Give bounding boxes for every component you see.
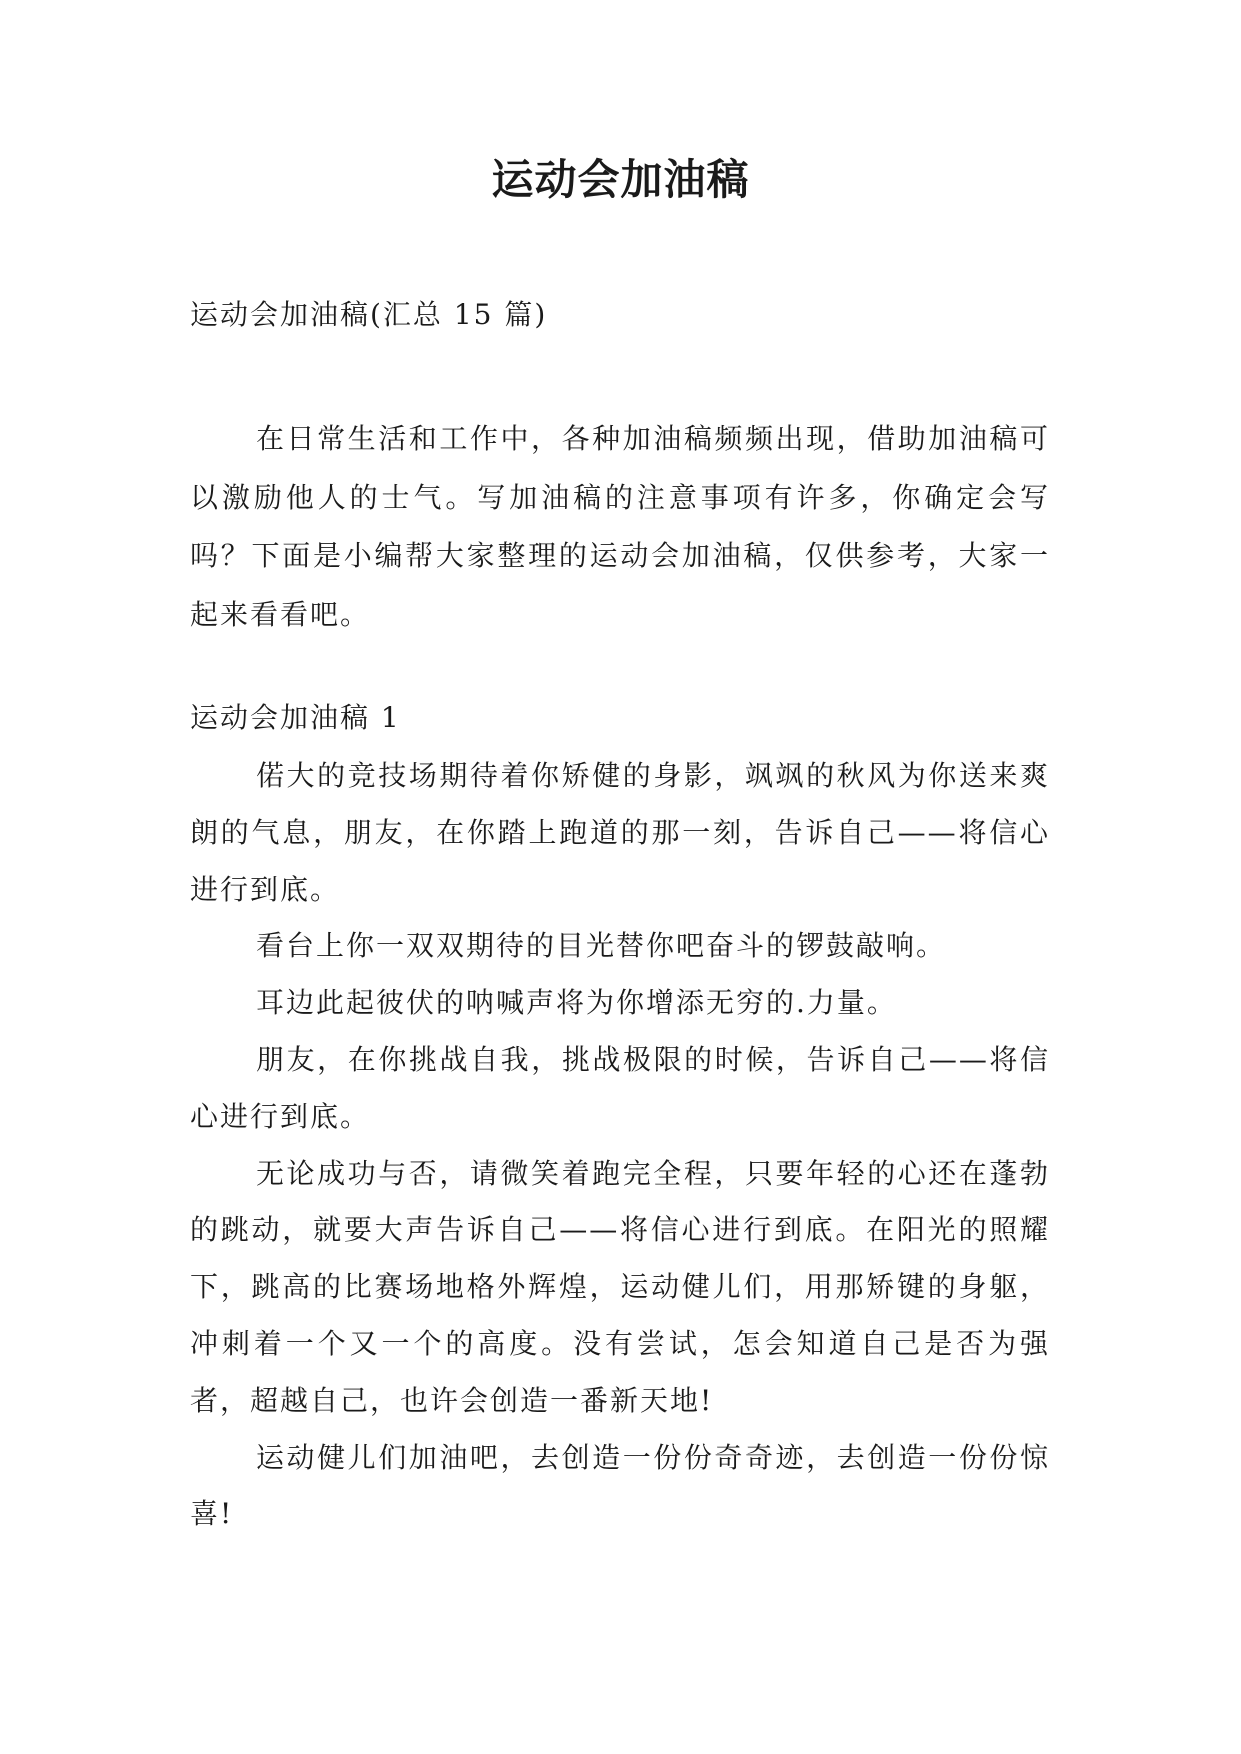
- body-paragraph: 朋友，在你挑战自我，挑战极限的时候，告诉自己——将信心进行到底。: [190, 1042, 1050, 1133]
- body-paragraph: 看台上你一双双期待的目光替你吧奋斗的锣鼓敲响。: [256, 929, 947, 963]
- section-body: [190, 748, 1050, 1543]
- intro-paragraph: 在日常生活和工作中，各种加油稿频频出现，借助加油稿可以激励他人的士气。写加油稿的注意事项有许多，你确定会写吗？下面是小编帮大家整理的运动会加油稿，仅供参考，大家一起来看看吧。: [190, 422, 1050, 631]
- document-subtitle: 运动会加油稿(汇总 15 篇): [190, 298, 548, 331]
- document-title: 运动会加油稿: [491, 155, 750, 204]
- body-paragraph: 耳边此起彼伏的呐喊声将为你增添无穷的.力量。: [256, 986, 897, 1020]
- body-paragraph: 运动健儿们加油吧，去创造一份份奇奇迹，去创造一份份惊喜!: [190, 1440, 1050, 1531]
- body-paragraph: 无论成功与否，请微笑着跑完全程，只要年轻的心还在蓬勃的跳动，就要大声告诉自己——将信心进行到底。在阳光的照耀下，跳高的比赛场地格外辉煌，运动健儿们，用那矫键的身躯，冲刺着一个又一个的高度。没有尝试，怎会知道自己是否为强者，超越自己，也许会创造一番新天地!: [190, 1156, 1050, 1417]
- section-heading: 运动会加油稿 1: [190, 701, 401, 734]
- body-paragraph: 偌大的竞技场期待着你矫健的身影，飒飒的秋风为你送来爽朗的气息，朋友，在你踏上跑道的那一刻，告诉自己——将信心进行到底。: [190, 759, 1050, 906]
